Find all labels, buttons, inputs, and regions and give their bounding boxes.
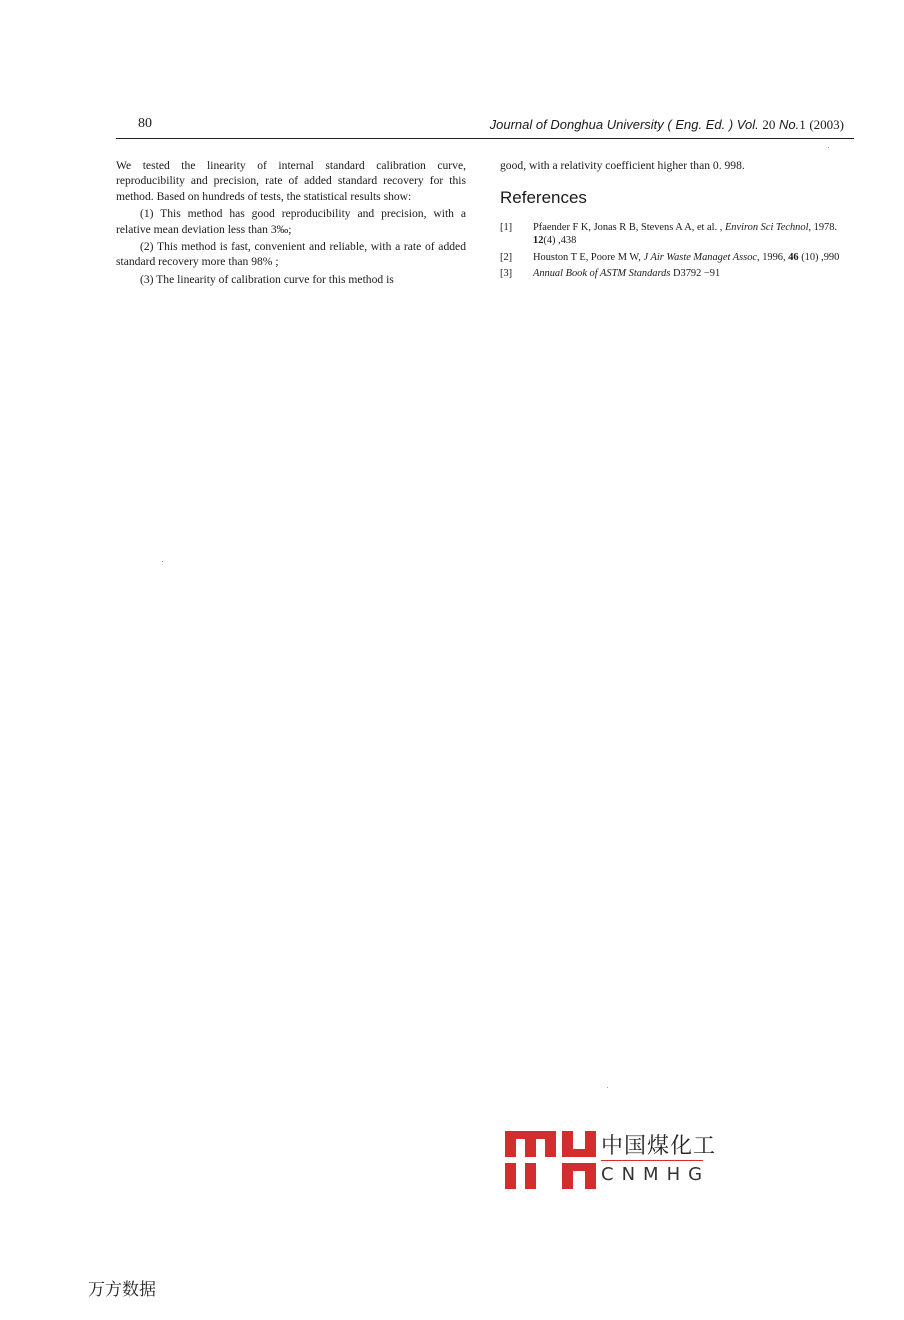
conclusion-continuation: good, with a relativity coefficient higher than 0. 998. bbox=[500, 159, 745, 172]
reference-text bbox=[533, 268, 852, 281]
reference-year: , 1978. bbox=[808, 222, 838, 234]
logo-divider-line bbox=[601, 1160, 703, 1161]
reference-item-2 bbox=[500, 252, 852, 265]
logo-base-center bbox=[525, 1163, 536, 1189]
reference-volume: 46 bbox=[788, 251, 799, 263]
conclusion-point-1: (1) This method has good reproducibility and precision, with a relative mean deviation less than 3‰; bbox=[116, 207, 466, 236]
reference-text bbox=[533, 252, 852, 265]
publication-year: (2003) bbox=[809, 117, 844, 132]
reference-pages: (10) ,990 bbox=[801, 251, 840, 263]
conclusion-point-3: (3) The linearity of calibration curve for this method is bbox=[140, 272, 394, 286]
reference-authors: Pfaender F K, Jonas R B, Stevens A A, et al. , bbox=[533, 222, 723, 234]
mh-logo-icon bbox=[505, 1129, 597, 1191]
reference-journal: J Air Waste Managet Assoc bbox=[643, 251, 758, 263]
reference-number: [1] bbox=[500, 222, 513, 234]
journal-edition: ( Eng. Ed. ) bbox=[667, 117, 734, 132]
reference-title: Annual Book of ASTM Standards bbox=[533, 268, 671, 280]
reference-number: [3] bbox=[500, 268, 513, 280]
reference-year: , 1996, bbox=[757, 251, 786, 263]
logo-english-text: CNMHG bbox=[601, 1164, 711, 1185]
reference-authors: Houston T E, Poore M W, bbox=[533, 251, 641, 263]
reference-journal: Environ Sci Technol bbox=[724, 222, 809, 234]
scan-speck bbox=[607, 1087, 608, 1088]
reference-volume: 12 bbox=[533, 235, 544, 246]
volume-label: Vol. bbox=[736, 117, 759, 132]
right-column bbox=[500, 158, 852, 285]
running-head bbox=[490, 117, 844, 133]
conclusion-intro: We tested the linearity of internal standard calibration curve, reproducibility and precision, rate of added standard recovery for this method. Based on hundreds of tests, the statistical results show: bbox=[116, 159, 466, 203]
logo-h-crossbar bbox=[562, 1149, 596, 1157]
journal-name: Journal of Donghua University bbox=[489, 117, 664, 132]
logo-base-left bbox=[505, 1163, 516, 1189]
reference-pages: (4) ,438 bbox=[543, 235, 577, 246]
logo-base-far-right bbox=[585, 1163, 596, 1189]
header-rule bbox=[116, 138, 854, 139]
reference-standard: D3792 −91 bbox=[673, 268, 721, 280]
issue-number: 1 bbox=[799, 117, 806, 132]
scan-speck bbox=[828, 147, 829, 148]
logo-m-right-stem bbox=[545, 1131, 556, 1157]
logo-chinese-text: 中国煤化工 bbox=[601, 1134, 717, 1159]
reference-item-1 bbox=[500, 222, 852, 247]
scan-speck bbox=[162, 561, 163, 562]
page-number: 80 bbox=[138, 116, 152, 131]
cnmhg-logo bbox=[505, 1129, 715, 1191]
logo-m-center-stem bbox=[525, 1131, 536, 1157]
reference-text bbox=[533, 222, 852, 247]
references-heading: References bbox=[500, 188, 587, 208]
reference-number: [2] bbox=[500, 251, 513, 263]
left-column bbox=[116, 158, 466, 289]
issue-label: No. bbox=[778, 117, 800, 132]
volume-number: 20 bbox=[762, 117, 776, 132]
conclusion-point-2: (2) This method is fast, convenient and reliable, with a rate of added standard recovery more than 98% ; bbox=[116, 240, 466, 269]
reference-item-3 bbox=[500, 268, 852, 281]
wanfang-watermark: 万方数据 bbox=[88, 1280, 156, 1300]
